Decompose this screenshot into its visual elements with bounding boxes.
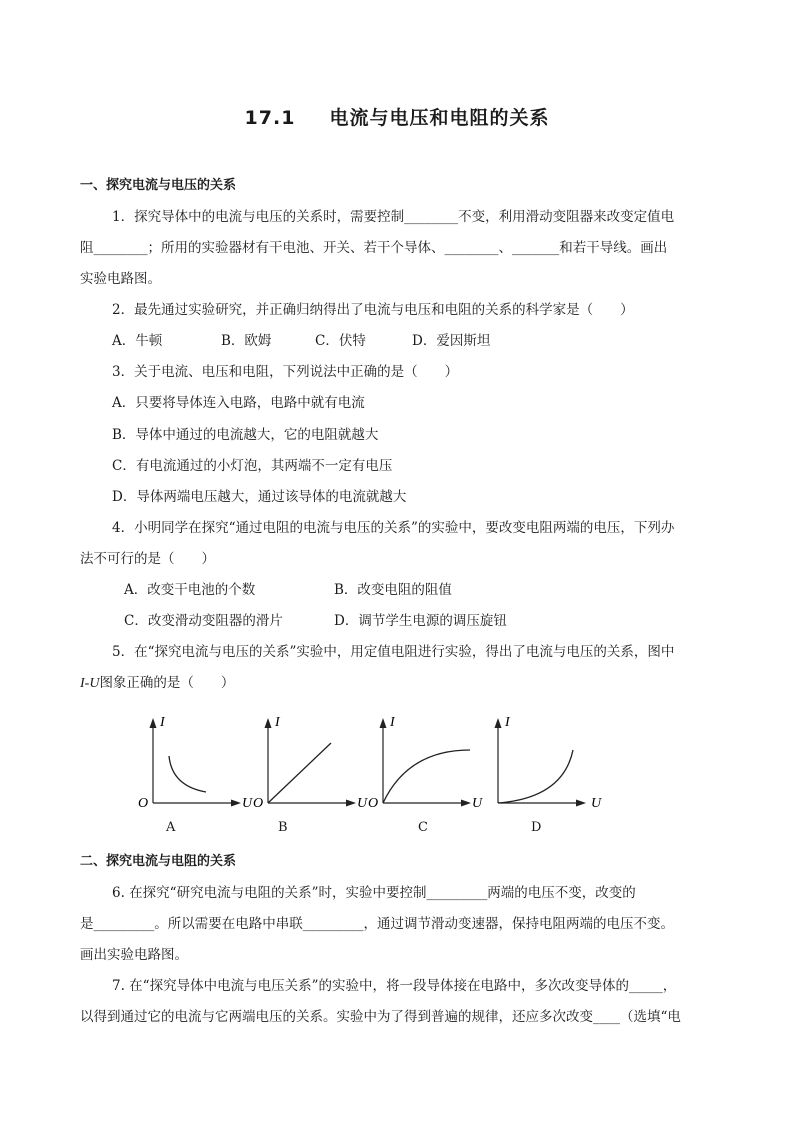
y-axis-arrow <box>150 718 157 728</box>
curve-convex <box>498 750 573 803</box>
q1-line2: 阻________；所用的实验器材有干电池、开关、若干个导体、________、_______和若干导线。画出 <box>80 240 668 256</box>
graph-a-label: A <box>166 820 176 835</box>
x-axis-arrow <box>231 800 241 807</box>
q2-option-a: A．牛顿 <box>112 333 163 349</box>
q5-iu-term: I-U <box>80 676 100 691</box>
q6-line1: 6. 在探究“研究电流与电阻的关系”时，实验中要控制_________两端的电压不变，改变的 <box>112 885 636 901</box>
graph-b-origin: O <box>253 796 264 811</box>
x-axis-arrow <box>346 800 356 807</box>
q2-option-c: C．伏特 <box>315 333 366 349</box>
graph-a-y-label: I <box>160 715 165 730</box>
q4-option-a: A．改变干电池的个数 <box>124 582 256 598</box>
y-axis-arrow <box>495 718 502 728</box>
section2-heading: 二、探究电流与电阻的关系 <box>80 854 237 869</box>
graph-b <box>253 708 368 818</box>
graph-b-x-label: U <box>357 796 368 811</box>
y-axis-arrow <box>380 718 387 728</box>
graph-d-x-label: U <box>591 796 602 811</box>
q6-line3: 画出实验电路图。 <box>80 947 188 963</box>
q4-line1: 4．小明同学在探究“通过电阻的电流与电压的关系”的实验中，要改变电阻两端的电压，下列办 <box>112 520 675 536</box>
graph-d-label: D <box>531 820 542 835</box>
title-number: 17.1 <box>244 107 296 129</box>
q6-line2: 是_________。所以需要在电路中串联_________，通过调节滑动变速器，保持电阻两端的电压不变。 <box>80 916 674 932</box>
graph-d-svg <box>483 708 602 818</box>
graph-c-label: C <box>418 820 428 835</box>
q3-stem: 3．关于电流、电压和电阻，下列说法中正确的是（ ） <box>112 364 459 380</box>
graph-c-svg <box>368 708 483 818</box>
graph-a-svg <box>138 708 253 818</box>
q7-line1: 7. 在“探究导体中电流与电压关系”的实验中，将一段导体接在电路中，多次改变导体的_____， <box>112 978 677 994</box>
graph-c-x-label: U <box>472 796 483 811</box>
graph-c <box>368 708 483 818</box>
q5-line2 <box>80 673 234 694</box>
q3-option-a: A．只要将导体连入电路，电路中就有电流 <box>112 395 365 411</box>
q4-option-d: D．调节学生电源的调压旋钮 <box>334 613 507 629</box>
q2-option-b: B．欧姆 <box>221 333 272 349</box>
title-text: 电流与电压和电阻的关系 <box>329 107 550 129</box>
curve-decreasing <box>169 756 206 792</box>
q1-line1: 1．探究导体中的电流与电压的关系时，需要控制________不变，利用滑动变阻器来改变定值电 <box>112 209 675 225</box>
x-axis-arrow <box>576 800 586 807</box>
curve-linear <box>268 743 331 803</box>
graph-a <box>138 708 253 818</box>
graph-c-y-label: I <box>390 715 395 730</box>
graph-c-origin: O <box>368 796 379 811</box>
graph-b-y-label: I <box>275 715 280 730</box>
section1-heading: 一、探究电流与电压的关系 <box>80 178 237 193</box>
q4-option-c: C．改变滑动变阻器的滑片 <box>124 613 283 629</box>
graph-a-x-label: U <box>242 796 253 811</box>
q7-line2: 以得到通过它的电流与它两端电压的关系。实验中为了得到普遍的规律，还应多次改变____（选填“电 <box>80 1009 681 1025</box>
q1-line3: 实验电路图。 <box>80 271 161 287</box>
q4-option-b: B．改变电阻的阻值 <box>334 582 452 598</box>
curve-saturating <box>383 750 470 803</box>
x-axis-arrow <box>461 800 471 807</box>
q3-option-c: C．有电流通过的小灯泡，其两端不一定有电压 <box>112 458 393 474</box>
q3-option-d: D．导体两端电压越大，通过该导体的电流就越大 <box>112 489 407 505</box>
q5-line2-rest: 图象正确的是（ ） <box>99 675 235 691</box>
y-axis-arrow <box>265 718 272 728</box>
graph-d <box>483 708 602 818</box>
q2-stem: 2．最先通过实验研究，并正确归纳得出了电流与电压和电阻的关系的科学家是（ ） <box>112 302 634 318</box>
graph-a-origin: O <box>138 796 149 811</box>
q3-option-b: B．导体中通过的电流越大，它的电阻就越大 <box>112 427 379 443</box>
graph-b-svg <box>253 708 368 818</box>
graph-d-y-label: I <box>505 715 510 730</box>
q2-option-d: D．爱因斯坦 <box>412 333 491 349</box>
q5-line1: 5．在“探究电流与电压的关系”实验中，用定值电阻进行实验，得出了电流与电压的关系，图中 <box>112 644 675 660</box>
page-title <box>0 103 794 130</box>
q4-line2: 法不可行的是（ ） <box>80 551 215 567</box>
graph-b-label: B <box>278 820 288 835</box>
